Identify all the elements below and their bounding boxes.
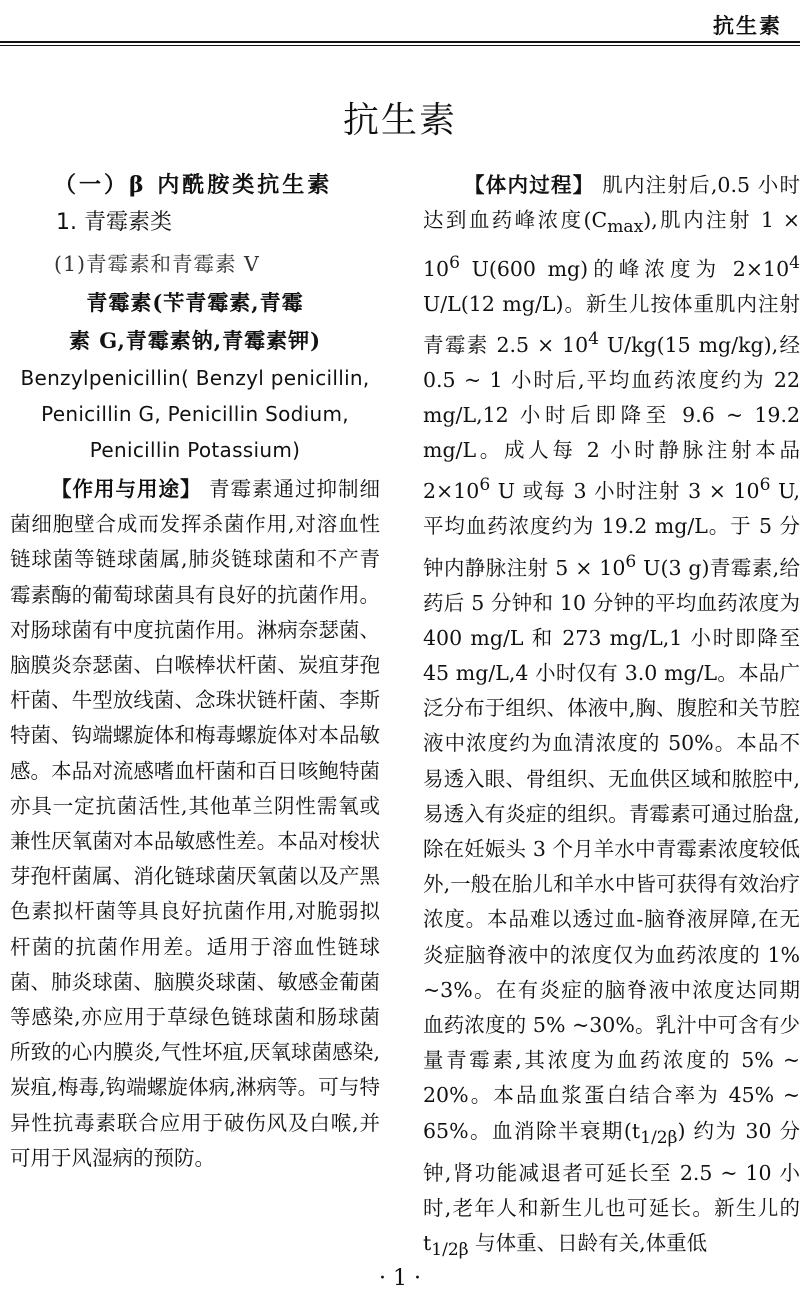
pk-text: ) 约为 30 分钟,肾功能减退者可延长至 2.5 ~ 10 小时,老年人和新生儿也可延长。新生儿的 t <box>423 1118 800 1256</box>
left-column <box>10 168 380 1176</box>
pk-text: 与体重、日龄有关,体重低 <box>468 1231 708 1256</box>
usage-text: 青霉素通过抑制细菌细胞壁合成而发挥杀菌作用,对溶血性链球菌等链球菌属,肺炎链球菌和不产青霉素酶的葡萄球菌具有良好的抗菌作用。对肠球菌有中度抗菌作用。淋病奈瑟菌、脑膜炎奈瑟菌、白喉棒状杆菌、炭疽芽孢杆菌、牛型放线菌、念珠状链杆菌、李斯特菌、钩端螺旋体和梅毒螺旋体对本品敏感。本品对流感嗜血杆菌和百日咳鲍特菌亦具一定抗菌活性,其他革兰阴性需氧或兼性厌氧菌对本品敏感性差。本品对梭状芽孢杆菌属、消化链球菌厌氧菌以及产黑色素拟杆菌等具良好抗菌作用,对脆弱拟杆菌的抗菌作用差。适用于溶血性链球菌、肺炎球菌、脑膜炎球菌、敏感金葡菌等感染,亦应用于草绿色链球菌和肠球菌所致的心内膜炎,气性坏疽,厌氧球菌感染,炭疽,梅毒,钩端螺旋体病,淋病等。可与特异性抗毒素联合应用于破伤风及白喉,并可用于风湿病的预防。 <box>10 477 381 1170</box>
section-heading: （一）β 内酰胺类抗生素 <box>54 172 333 198</box>
english-name-line-3: Penicillin Potassium) <box>89 438 301 462</box>
pk-tag: 【体内过程】 <box>464 173 595 197</box>
exponent: 4 <box>789 252 800 273</box>
page-title: 抗生素 <box>342 100 457 141</box>
running-header: 抗生素 <box>713 14 782 38</box>
subsection-heading: 1. 青霉素类 <box>56 210 172 235</box>
exponent: 6 <box>449 252 460 273</box>
english-name-line-2: Penicillin G, Penicillin Sodium, <box>41 402 349 426</box>
pk-text: ),肌内注射 1 × 10 <box>423 208 800 281</box>
header-rule-thin <box>0 45 800 46</box>
pk-text: U/kg(15 mg/kg),经 0.5 ~ 1 小时后,平均血药浓度约为 22 mg/L,12 小时后即降至 9.6 ~ 19.2 mg/L。成人每 2 小时静脉注射本品 2×10 <box>423 332 800 504</box>
exponent: 6 <box>479 475 491 496</box>
pk-text: 肌内注射后,0.5 小时达到血药峰浓度(C <box>423 173 800 233</box>
exponent: 4 <box>588 328 600 349</box>
header-rule <box>0 41 800 43</box>
pharmacokinetics-paragraph <box>423 168 800 1269</box>
pk-text: U/L(12 mg/L)。新生儿按体重肌内注射青霉素 2.5 × 10 <box>423 291 800 357</box>
pk-text: U,平均血药浓度约为 19.2 mg/L。于 5 分钟内静脉注射 5 × 10 <box>423 479 800 580</box>
subsubsection-heading: (1)青霉素和青霉素 V <box>54 252 260 276</box>
exponent: 6 <box>625 551 637 572</box>
pk-text: U 或每 3 小时注射 3 × 10 <box>490 479 760 504</box>
drug-name-line-1: 青霉素(苄青霉素,青霉 <box>86 290 304 315</box>
usage-paragraph <box>10 472 380 1176</box>
drug-name-line-2: 素 G,青霉素钠,青霉素钾) <box>68 328 322 353</box>
usage-tag: 【作用与用途】 <box>51 477 202 501</box>
exponent: 6 <box>759 475 771 496</box>
page-number: · 1 · <box>379 1266 421 1291</box>
pk-text: U(3 g)青霉素,给药后 5 分钟和 10 分钟的平均血药浓度为 400 mg/L 和 273 mg/L,1 小时即降至 45 mg/L,4 小时仅有 3.0 mg/L。本品广泛分布于组织、体液中,胸、腹腔和关节腔液中浓度约为血清浓度的 50%。本品不易透入眼、骨组织、无血供区域和脓腔中,易透入有炎症的组织。青霉素可通过胎盘,除在妊娠头 3 个月羊水中青霉素浓度较低外,一般在胎儿和羊水中皆可获得有效治疗浓度。本品难以透过血-脑脊液屏障,在无炎症脑脊液中的浓度仅为血药浓度的 1% ~3%。在有炎症的脑脊液中浓度达同期血药浓度的 5% ~30%。乳汁中可含有少量青霉素,其浓度为血药浓度的 5% ~ 20%。本品血浆蛋白结合率为 45% ~ 65%。血消除半衰期(t <box>423 555 800 1143</box>
half-life-subscript: 1/2β <box>640 1127 678 1148</box>
cmax-subscript: max <box>607 217 644 238</box>
english-name-line-1: Benzylpenicillin( Benzyl penicillin, <box>20 366 370 390</box>
pk-text: U(600 mg)的峰浓度为 2×10 <box>459 256 790 281</box>
right-column <box>423 168 800 1269</box>
half-life-subscript: 1/2β <box>431 1240 469 1261</box>
